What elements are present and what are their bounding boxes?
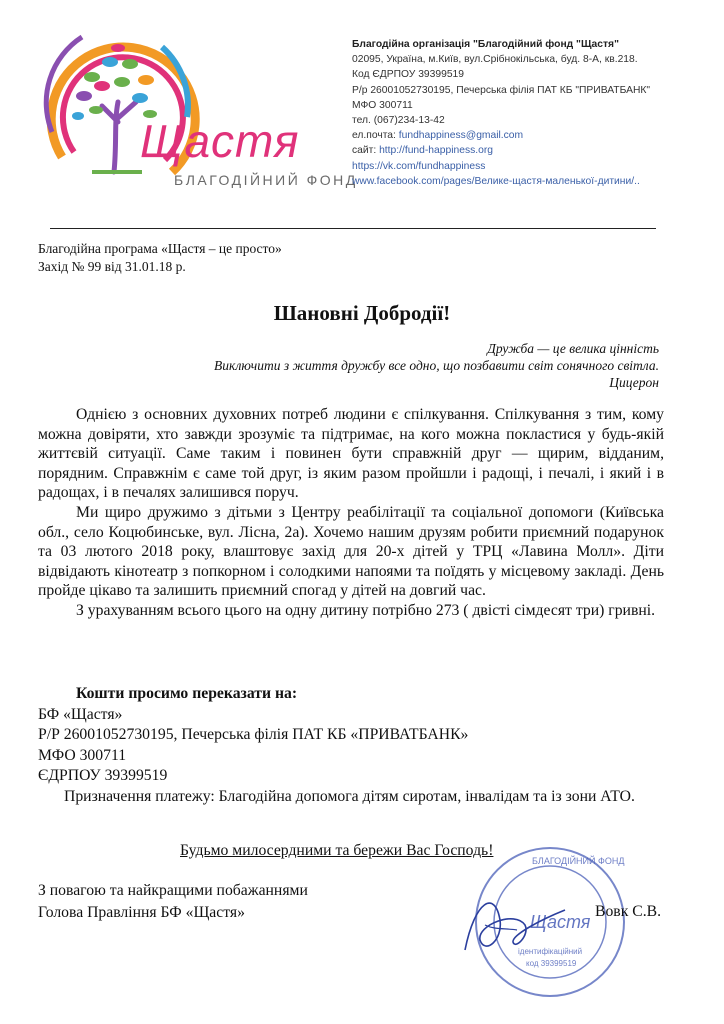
letterhead-contacts — [352, 37, 722, 189]
vk-link[interactable]: https://vk.com/fundhappiness — [352, 160, 486, 172]
program-info — [38, 240, 282, 276]
paragraph-friendship: Однією з основних духовних потреб людини є спілкування. Спілкування з тим, кому можна довіряти, хто завжди зрозуміє та підтримає, на кого можна покластися у будь-якій життєвій ситуації. Саме таким і повинен бути справжній друг — щирим, відданим, порядним. Справжнім є саме той друг, із яким разом пройшли і радощі, і печалі, і який і в радощах, і в печалях залишився поруч. — [38, 406, 664, 502]
payment-details — [38, 684, 668, 807]
regards-line: З повагою та найкращими побажаннями — [38, 882, 308, 899]
facebook-link[interactable]: www.facebook.com/pages/Велике-щастя-маленької-дитини/.. — [352, 175, 640, 187]
site-link[interactable]: http://fund-happiness.org — [379, 145, 493, 157]
letter-greeting: Шановні Добродії! — [273, 301, 451, 325]
paragraph-event: Ми щиро дружимо з дітьми з Центру реабілітації та соціальної допомоги (Київська обл., село Коцюбинське, вул. Лісна, 2а). Хочемо нашим друзям робити приємний подарунок та 03 лютого 2018 року, влаштовує захід для 20-х дітей у ТРЦ «Лавина Молл». Діти відвідають кінотеатр з попкорном і солодкими напоями та поїдять у місцевому закладі. День пройде цікаво та залишить приємний спогад у дітей на довгий час. — [38, 503, 664, 600]
program-name: Благодійна програма «Щастя – це просто» — [38, 241, 282, 256]
payment-recipient: БФ «Щастя» — [38, 705, 123, 723]
handwritten-signature — [455, 880, 575, 970]
email-label: ел.почта: — [352, 130, 399, 142]
payment-purpose: Призначення платежу: Благодійна допомога дітям сиротам, інвалідам та із зони АТО. — [64, 787, 635, 805]
signer-title: Голова Правління БФ «Щастя» — [38, 904, 245, 921]
payment-code: ЄДРПОУ 39399519 — [38, 767, 168, 784]
site-label: сайт: — [352, 145, 380, 157]
stamp-outer-text: БЛАГОДІЙНИЙ ФОНД — [532, 856, 625, 866]
stamp-id-label: ідентифікаційний — [518, 947, 583, 956]
org-code: Код ЄДРПОУ 39399519 — [352, 69, 465, 81]
org-address: 02095, Україна, м.Київ, вул.Срібнокільська, буд. 8-А, кв.218. — [352, 54, 638, 66]
stamp-code: код 39399519 — [526, 959, 577, 968]
signature-block — [38, 880, 308, 924]
letter-body — [38, 405, 664, 621]
epigraph-line-2: Виключити з життя дружбу все одно, що позбавити світ сонячного світла. — [213, 358, 659, 373]
email-link[interactable]: fundhappiness@gmail.com — [398, 130, 524, 142]
org-name: Благодійна організація "Благодійний фонд "Щастя" — [352, 39, 619, 50]
epigraph-author: Цицерон — [609, 375, 659, 390]
stamp-word: Щастя — [530, 912, 591, 932]
header-divider — [50, 228, 656, 229]
payment-account: Р/Р 26001052730195, Печерська філія ПАТ КБ «ПРИВАТБАНК» — [38, 726, 469, 743]
event-number: Захід № 99 від 31.01.18 р. — [38, 259, 186, 274]
closing-blessing: Будьмо милосердними та бережи Вас Господь! — [180, 842, 494, 859]
signer-name: Вовк С.В. — [595, 903, 662, 920]
logo-wordmark: Щастя — [140, 115, 300, 167]
epigraph — [99, 340, 659, 391]
payment-mfo: МФО 300711 — [38, 746, 127, 764]
org-account: Р/р 26001052730195, Печерська філія ПАТ КБ "ПРИВАТБАНК" — [352, 84, 651, 96]
paragraph-cost: З урахуванням всього цього на одну дитину потрібно 273 ( двісті сімдесят три) гривні. — [76, 601, 656, 619]
payment-heading: Кошти просимо переказати на: — [76, 685, 298, 702]
logo-subtitle: БЛАГОДІЙНИЙ ФОНД — [174, 172, 358, 188]
epigraph-line-1: Дружба — це велика цінність — [487, 341, 659, 356]
org-phone: тел. (067)234-13-42 — [352, 115, 445, 127]
org-mfo: МФО 300711 — [352, 99, 413, 111]
